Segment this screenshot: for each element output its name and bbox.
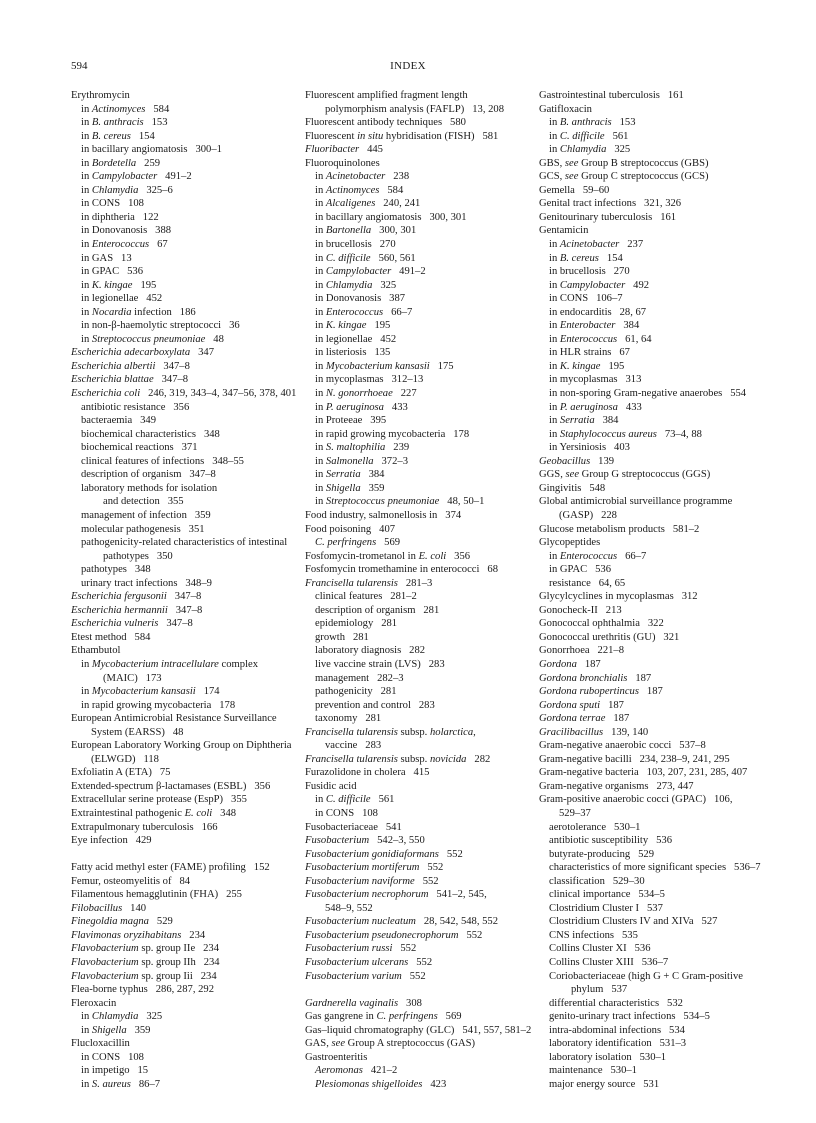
index-entry: Flavobacterium sp. group IIh 234 [71, 957, 220, 968]
index-subentry: description of organism 347–8 [81, 469, 216, 481]
index-subentry: in legionellae 452 [81, 293, 163, 305]
index-subentry: in B. anthracis 153 [81, 117, 168, 129]
index-entry: Fusobacterium naviforme 552 [305, 875, 439, 887]
index-subentry: aerotolerance 530–1 [549, 821, 641, 833]
index-subentry: management 282–3 [315, 672, 404, 684]
index-subentry: clinical importance 534–5 [549, 889, 665, 901]
index-subentry: major energy source 531 [549, 1078, 660, 1090]
index-entry: Fluoribacter 445 [305, 144, 383, 156]
index-subentry: antibiotic susceptibility 536 [549, 835, 672, 847]
index-subentry: laboratory isolation 530–1 [549, 1051, 667, 1063]
index-subentry: antibiotic resistance 356 [81, 401, 190, 413]
index-entry: Gram-negative organisms 273, 447 [539, 780, 694, 792]
running-head: INDEX [390, 60, 426, 72]
index-subentry: pathotypes 348 [81, 564, 151, 576]
index-subentry: pathogenicity 281 [315, 686, 397, 698]
index-subentry: in Acinetobacter 238 [315, 171, 410, 183]
index-entry: Fusidic acid [305, 780, 357, 792]
index-entry: Gordona 187 [539, 658, 601, 670]
index-subentry: in GPAC 536 [549, 564, 612, 576]
index-subentry: biochemical characteristics 348 [81, 428, 220, 440]
index-subentry: in Mycobacterium intracellulare complex [81, 658, 259, 670]
index-subentry: polymorphism analysis (FAFLP) 13, 208 [325, 103, 505, 115]
index-entry: Flavobacterium sp. group IIe 234 [71, 943, 219, 955]
index-entry: Genitourinary tuberculosis 161 [539, 211, 677, 223]
index-entry: Genital tract infections 321, 326 [539, 198, 682, 210]
index-subentry: in Serratia 384 [315, 469, 385, 481]
index-entry: Flavobacterium sp. group Iii 234 [71, 970, 217, 982]
index-subentry: in Shigella 359 [315, 482, 385, 494]
index-entry: Escherichia hermannii 347–8 [71, 604, 203, 616]
index-subentry: in non-sporing Gram-negative anaerobes 554 [549, 388, 747, 400]
index-subentry: in bacillary angiomatosis 300, 301 [315, 211, 467, 223]
index-subentry: phylum 537 [571, 984, 628, 996]
index-column-3 [539, 89, 771, 1091]
index-entry: Fluorescent in situ hybridisation (FISH) 581 [305, 130, 499, 142]
index-subentry: molecular pathogenesis 351 [81, 523, 205, 535]
index-subentry: taxonomy 281 [315, 713, 382, 725]
index-subentry: (GASP) 228 [559, 509, 617, 521]
index-subentry: description of organism 281 [315, 604, 440, 616]
index-entry: Fusobacterium mortiferum 552 [305, 862, 444, 874]
index-entry: Extraintestinal pathogenic E. coli 348 [71, 807, 237, 819]
index-subentry: in Shigella 359 [81, 1024, 151, 1036]
index-subentry: Collins Cluster XIII 536–7 [549, 957, 669, 968]
index-subentry: clinical features 281–2 [315, 591, 417, 603]
index-subentry: in Actinomyces 584 [81, 103, 170, 115]
index-subentry: in legionellae 452 [315, 333, 397, 345]
index-subentry: in listeriosis 135 [315, 347, 391, 359]
index-entry: Gardnerella vaginalis 308 [305, 997, 422, 1009]
index-subentry: Clostridium Clusters IV and XIVa 527 [549, 916, 718, 928]
index-entry: Gas gangrene in C. perfringens 569 [305, 1011, 462, 1023]
index-subentry: in GPAC 536 [81, 266, 144, 278]
index-entry: Gordona bronchialis 187 [539, 672, 652, 684]
index-subentry: in mycoplasmas 313 [549, 374, 642, 386]
index-entry: Gentamicin [539, 225, 589, 237]
index-subentry: in Chlamydia 325 [315, 279, 397, 291]
index-entry: Eye infection 429 [71, 835, 152, 847]
index-entry: Gonococcal ophthalmia 322 [539, 618, 664, 630]
index-column-1 [71, 89, 303, 1091]
index-entry: GCS, see Group C streptococcus (GCS) [539, 171, 709, 183]
index-entry: Food poisoning 407 [305, 523, 396, 535]
index-subentry: pathotypes 350 [103, 550, 173, 562]
index-subentry: in P. aeruginosa 433 [549, 401, 642, 413]
index-subentry: in CONS 108 [81, 1051, 144, 1063]
index-subentry: in impetigo 15 [81, 1065, 149, 1077]
index-subentry: in Streptococcus pneumoniae 48, 50–1 [315, 496, 485, 508]
index-spacer [305, 983, 537, 997]
index-subentry: in Staphylococcus aureus 73–4, 88 [549, 428, 702, 440]
index-entry: Gram-negative anaerobic cocci 537–8 [539, 740, 706, 752]
page-header [0, 60, 816, 76]
index-subentry: in non-β-haemolytic streptococci 36 [81, 320, 240, 332]
index-subentry: in Yersiniosis 403 [549, 442, 630, 454]
index-entry: Etest method 584 [71, 631, 151, 643]
index-entry: Gram-positive anaerobic cocci (GPAC) 106, [539, 794, 733, 806]
index-subentry: bacteraemia 349 [81, 415, 156, 427]
index-entry: Extrapulmonary tuberculosis 166 [71, 821, 218, 833]
index-subentry: CNS infections 535 [549, 929, 638, 941]
index-entry: Fosfomycin tromethamine in enterococci 68 [305, 564, 498, 576]
index-entry: Flavimonas oryzihabitans 234 [71, 929, 206, 941]
index-subentry: laboratory diagnosis 282 [315, 645, 426, 657]
index-entry: Francisella tularensis subsp. novicida 282 [305, 753, 491, 765]
index-entry: Gordona sputi 187 [539, 699, 624, 711]
index-entry: Fusobacterium russi 552 [305, 943, 417, 955]
index-column-2 [305, 89, 537, 1091]
index-entry: Flea-borne typhus 286, 287, 292 [71, 984, 215, 996]
index-entry: Fluorescent amplified fragment length [305, 90, 468, 101]
index-subentry: in Mycobacterium kansasii 174 [81, 686, 220, 698]
index-entry: Gastrointestinal tuberculosis 161 [539, 90, 684, 101]
index-subentry: C. perfringens 569 [315, 537, 401, 549]
index-entry: Finegoldia magna 529 [71, 916, 173, 928]
index-subentry: in rapid growing mycobacteria 178 [81, 699, 236, 711]
index-subentry: in P. aeruginosa 433 [315, 401, 408, 413]
index-entry: Gordona terrae 187 [539, 713, 630, 725]
page-number: 594 [71, 60, 88, 72]
index-entry: Fluoroquinolones [305, 157, 380, 169]
index-entry: Glycopeptides [539, 537, 601, 549]
index-subentry: in brucellosis 270 [549, 266, 630, 278]
index-entry: Global antimicrobial surveillance programme [539, 496, 733, 508]
index-subentry: in Enterococcus 66–7 [549, 550, 647, 562]
index-entry: European Laboratory Working Group on Diphtheria [71, 740, 292, 752]
index-subentry: in C. difficile 560, 561 [315, 252, 416, 264]
index-subentry: and detection 355 [103, 496, 184, 508]
index-subentry: intra-abdominal infections 534 [549, 1024, 685, 1036]
index-entry: Fusobacterium nucleatum 28, 542, 548, 552 [305, 916, 499, 928]
index-entry: Fatty acid methyl ester (FAME) profiling 152 [71, 862, 270, 874]
index-subentry: in K. kingae 195 [81, 279, 157, 291]
index-subentry: pathogenicity-related characteristics of intestinal [81, 537, 288, 549]
index-subentry: in K. kingae 195 [315, 320, 391, 332]
index-subentry: in Streptococcus pneumoniae 48 [81, 333, 224, 345]
index-subentry: genito-urinary tract infections 534–5 [549, 1011, 710, 1023]
index-entry: Fusobacterium gonidiaformans 552 [305, 848, 463, 860]
index-entry: GAS, see Group A streptococcus (GAS) [305, 1038, 476, 1050]
index-subentry: in brucellosis 270 [315, 239, 396, 251]
index-subentry: in C. difficile 561 [549, 130, 629, 142]
index-entry: Fusobacterium necrophorum 541–2, 545, [305, 889, 487, 901]
index-subentry: in mycoplasmas 312–13 [315, 374, 424, 386]
index-entry: Fosfomycin-trometanol in E. coli 356 [305, 550, 471, 562]
index-subentry: in Enterococcus 61, 64 [549, 333, 652, 345]
index-subentry: resistance 64, 65 [549, 577, 626, 589]
index-entry: Furazolidone in cholera 415 [305, 767, 430, 779]
index-entry: Fluorescent antibody techniques 580 [305, 117, 466, 129]
index-subentry: in Campylobacter 491–2 [81, 171, 192, 183]
index-subentry: in Enterococcus 67 [81, 239, 168, 251]
index-entry: Gracilibacillus 139, 140 [539, 726, 649, 738]
index-subentry: classification 529–30 [549, 875, 645, 887]
index-subentry: in Campylobacter 492 [549, 279, 650, 291]
index-subentry: Aeromonas 421–2 [315, 1065, 398, 1077]
index-subentry: in Chlamydia 325–6 [81, 184, 173, 196]
index-entry: Fusobacterium varium 552 [305, 970, 426, 982]
index-entry: Extended-spectrum β-lactamases (ESBL) 356 [71, 780, 271, 792]
index-entry: Glucose metabolism products 581–2 [539, 523, 700, 535]
index-entry: Fleroxacin [71, 997, 117, 1009]
index-subentry: biochemical reactions 371 [81, 442, 198, 454]
index-subentry: in CONS 106–7 [549, 293, 623, 305]
index-entry: Fusobacterium pseudonecrophorum 552 [305, 929, 483, 941]
index-entry: European Antimicrobial Resistance Surveillance [71, 713, 277, 725]
index-subentry: in bacillary angiomatosis 300–1 [81, 144, 222, 156]
index-subentry: in Donovanosis 387 [315, 293, 406, 305]
index-entry: Gatifloxacin [539, 103, 592, 115]
index-subentry: growth 281 [315, 631, 369, 643]
index-subentry: epidemiology 281 [315, 618, 398, 630]
index-subentry: in N. gonorrhoeae 227 [315, 388, 417, 400]
index-entry: Gonococcal urethritis (GU) 321 [539, 631, 680, 643]
index-subentry: in HLR strains 67 [549, 347, 630, 359]
index-entry: Gas–liquid chromatography (GLC) 541, 557, 581–2 [305, 1024, 532, 1036]
index-entry: Flucloxacillin [71, 1038, 130, 1050]
index-subentry: in C. difficile 561 [315, 794, 395, 806]
index-subentry: in GAS 13 [81, 252, 132, 264]
index-subentry: management of infection 359 [81, 509, 211, 521]
index-entry: Ethambutol [71, 645, 121, 657]
index-entry: Francisella tularensis subsp. holarctica, [305, 726, 476, 738]
index-subentry: urinary tract infections 348–9 [81, 577, 212, 589]
index-subentry: in Nocardia infection 186 [81, 306, 196, 318]
index-subentry: prevention and control 283 [315, 699, 435, 711]
index-entry: Francisella tularensis 281–3 [305, 577, 433, 589]
index-subentry: (ELWGD) 118 [91, 753, 159, 765]
index-subentry: characteristics of more significant species 536–7 [549, 862, 761, 874]
index-entry: Gordona rubopertincus 187 [539, 686, 663, 698]
index-entry: Gonocheck-II 213 [539, 604, 622, 616]
index-subentry: in CONS 108 [81, 198, 144, 210]
index-subentry: in endocarditis 28, 67 [549, 306, 647, 318]
index-entry: GBS, see Group B streptococcus (GBS) [539, 157, 709, 169]
index-entry: Escherichia fergusonii 347–8 [71, 591, 202, 603]
index-subentry: in Enterococcus 66–7 [315, 306, 413, 318]
index-entry: Escherichia blattae 347–8 [71, 374, 189, 386]
index-entry: Erythromycin [71, 90, 130, 101]
index-subentry: maintenance 530–1 [549, 1065, 637, 1077]
index-subentry: in Chlamydia 325 [549, 144, 631, 156]
index-subentry: clinical features of infections 348–55 [81, 455, 244, 467]
index-subentry: in Enterobacter 384 [549, 320, 640, 332]
index-spacer [71, 848, 303, 862]
index-subentry: in Proteeae 395 [315, 415, 387, 427]
index-entry: Gastroenteritis [305, 1051, 368, 1063]
index-subentry: 529–37 [559, 807, 591, 819]
index-entry: Escherichia albertii 347–8 [71, 360, 190, 372]
index-subentry: in Mycobacterium kansasii 175 [315, 360, 454, 372]
index-subentry: differential characteristics 532 [549, 997, 683, 1009]
index-subentry: in Donovanosis 388 [81, 225, 172, 237]
index-subentry: in Campylobacter 491–2 [315, 266, 426, 278]
index-subentry: vaccine 283 [325, 740, 382, 752]
index-subentry: laboratory identification 531–3 [549, 1038, 687, 1050]
index-entry: Escherichia adecarboxylata 347 [71, 347, 214, 359]
index-entry: Filobacillus 140 [71, 902, 147, 914]
index-subentry: butyrate-producing 529 [549, 848, 655, 860]
index-entry: Fusobacterium 542–3, 550 [305, 835, 425, 847]
index-entry: Geobacillus 139 [539, 455, 615, 467]
index-subentry: System (EARSS) 48 [91, 726, 184, 738]
index-subentry: in Bartonella 300, 301 [315, 225, 417, 237]
index-subentry: Plesiomonas shigelloides 423 [315, 1078, 447, 1090]
index-subentry: live vaccine strain (LVS) 283 [315, 658, 445, 670]
index-entry: Fusobacterium ulcerans 552 [305, 957, 433, 968]
index-entry: Food industry, salmonellosis in 374 [305, 509, 462, 521]
index-subentry: in K. kingae 195 [549, 360, 625, 372]
index-entry: Gram-negative bacteria 103, 207, 231, 285, 407 [539, 767, 748, 779]
index-entry: GGS, see Group G streptococcus (GGS) [539, 469, 711, 481]
index-entry: Gonorrhoea 221–8 [539, 645, 625, 657]
index-subentry: in Acinetobacter 237 [549, 239, 644, 251]
index-subentry: in Actinomyces 584 [315, 184, 404, 196]
index-subentry: in rapid growing mycobacteria 178 [315, 428, 470, 440]
index-subentry: in Salmonella 372–3 [315, 455, 408, 467]
index-subentry: (MAIC) 173 [103, 672, 162, 684]
index-subentry: in S. maltophilia 239 [315, 442, 410, 454]
index-entry: Gram-negative bacilli 234, 238–9, 241, 295 [539, 753, 730, 765]
index-entry: Filamentous hemagglutinin (FHA) 255 [71, 889, 242, 901]
index-subentry: in Serratia 384 [549, 415, 619, 427]
index-subentry: in CONS 108 [315, 807, 378, 819]
index-subentry: Collins Cluster XI 536 [549, 943, 651, 955]
index-entry: Gemella 59–60 [539, 184, 610, 196]
index-subentry: 548–9, 552 [325, 902, 373, 914]
index-entry: Escherichia coli 246, 319, 343–4, 347–56, 378, 401 [71, 388, 297, 400]
index-subentry: in Bordetella 259 [81, 157, 161, 169]
index-entry: Extracellular serine protease (EspP) 355 [71, 794, 247, 806]
index-subentry: in Chlamydia 325 [81, 1011, 163, 1023]
index-entry: Exfoliatin A (ETA) 75 [71, 767, 171, 779]
index-subentry: laboratory methods for isolation [81, 482, 218, 494]
index-subentry: in Alcaligenes 240, 241 [315, 198, 421, 210]
index-subentry: Clostridium Cluster I 537 [549, 902, 663, 914]
index-subentry: in B. anthracis 153 [549, 117, 636, 129]
index-subentry: in B. cereus 154 [81, 130, 155, 142]
index-entry: Fusobacteriaceae 541 [305, 821, 402, 833]
index-entry: Gingivitis 548 [539, 482, 606, 494]
index-subentry: in S. aureus 86–7 [81, 1078, 161, 1090]
index-subentry: Coriobacteriaceae (high G + C Gram-positive [549, 970, 743, 982]
index-subentry: in diphtheria 122 [81, 211, 159, 223]
index-subentry: in B. cereus 154 [549, 252, 623, 264]
index-entry: Escherichia vulneris 347–8 [71, 618, 193, 630]
index-entry: Femur, osteomyelitis of 84 [71, 875, 191, 887]
index-entry: Glycylcyclines in mycoplasmas 312 [539, 591, 698, 603]
